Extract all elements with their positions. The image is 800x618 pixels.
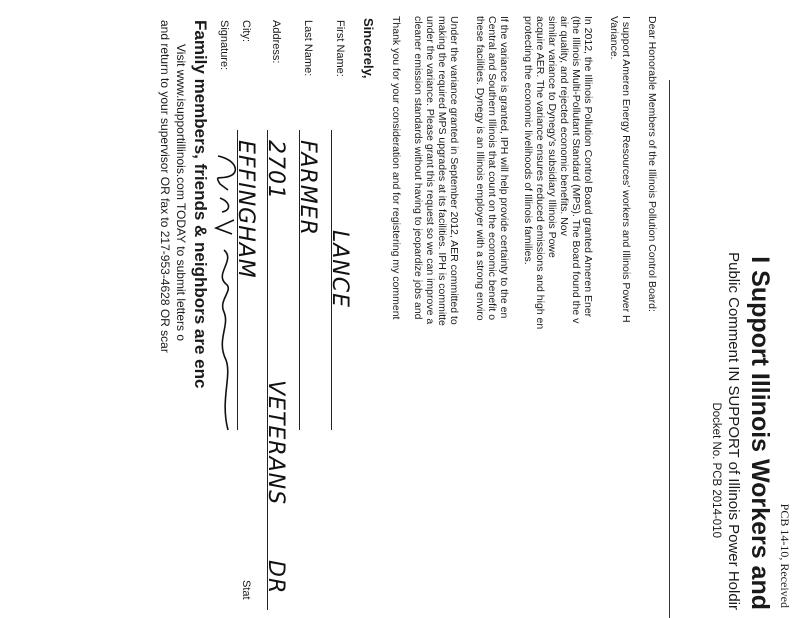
support-statement xyxy=(608,16,632,618)
city-label: City: xyxy=(240,20,252,42)
paragraph-line: these facilities. Dynegy is an Illinois employer with a strong enviro xyxy=(474,16,486,321)
paragraph-two xyxy=(474,16,510,618)
thanks-line: Thank you for your consideration and for registering my comment xyxy=(390,16,402,320)
letter-title: I Support Illinois Workers and xyxy=(746,256,774,610)
first-name-label: First Name: xyxy=(334,20,346,77)
closing: Sincerely, xyxy=(361,18,376,79)
state-label: Stat xyxy=(240,580,252,600)
city-value: EFFINGHAM xyxy=(233,140,258,279)
salutation: Dear Honorable Members of the Illinois Pollution Control Board: xyxy=(646,16,658,312)
first-name-value: LANCE xyxy=(327,230,352,309)
address-number: 2701 xyxy=(263,140,288,200)
last-name-label: Last Name: xyxy=(302,20,314,77)
salutation-block xyxy=(646,16,658,618)
paragraph-line: Central and Southern Illinois that count on the economic benefit o xyxy=(486,16,498,321)
paragraph-line: In 2012, the Illinois Pollution Control Board granted Ameren Ener xyxy=(582,16,594,318)
paragraph-line: similar variance to Dynegy's subsidiary Illinois Powe xyxy=(546,16,558,258)
header-divider xyxy=(669,80,670,618)
visit-line-2: and return to your supervisor OR fax to 217-953-4628 OR scar xyxy=(158,20,172,353)
address-suffix: DR xyxy=(263,560,288,595)
address-line xyxy=(267,130,268,610)
thanks-block xyxy=(390,16,402,618)
support-line: I support Ameren Energy Resources' workers and Illinois Power H xyxy=(620,16,632,323)
paragraph-line: Under the variance granted in September 2012, AER committed to xyxy=(448,16,460,325)
paragraph-line: If the variance is granted, IPH will help provide certainty to the en xyxy=(498,16,510,319)
paragraph-line: acquire AER. The variance ensures reduced emissions and high en xyxy=(534,16,546,330)
paragraph-line: (the Illinois Multi-Pollutant Standard (MPS). The Board found the v xyxy=(570,16,582,324)
paragraph-line: making the required MPS upgrades at its facilities. IPH is committe xyxy=(436,16,448,326)
visit-line: Visit www.isupportillinois.com TODAY to submit letters o xyxy=(174,44,188,341)
support-line: Variance. xyxy=(608,16,620,60)
paragraph-line: under the variance. Please grant this request so we can improve a xyxy=(424,16,436,325)
paragraph-line: cleaner emission standards without having to jeopardize jobs and xyxy=(412,16,424,320)
letter-subtitle: Public Comment IN SUPPORT of Illinois Power Holdir xyxy=(725,252,742,610)
handwritten-signature xyxy=(210,150,244,450)
address-street: VETERANS xyxy=(263,380,288,506)
received-stamp: PCB 14-10, Received xyxy=(778,503,792,608)
paragraph-one xyxy=(522,16,594,618)
signature-label: Signature: xyxy=(218,20,230,71)
last-name-value: FARMER xyxy=(295,140,320,236)
paragraph-line: protecting the economic livelihoods of Illinois families. xyxy=(522,16,534,265)
docket-number: Docket No. PCB 2014-010 xyxy=(710,402,722,538)
paragraph-line: air quality, and rejected economic benefits. Nov xyxy=(558,16,570,236)
address-label: Address: xyxy=(270,20,282,64)
family-heading: Family members, friends & neighbors are enc xyxy=(191,20,210,389)
paragraph-three xyxy=(412,16,460,618)
